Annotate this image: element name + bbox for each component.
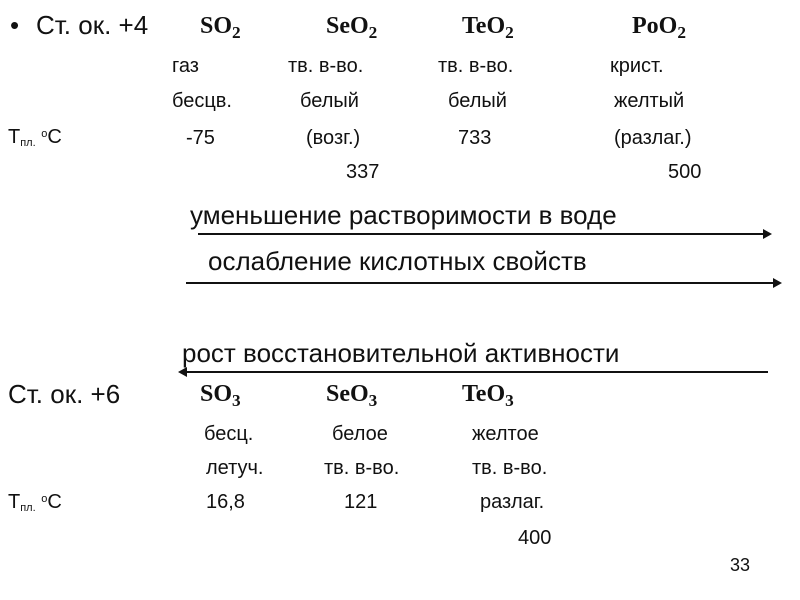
poo2-decomposition-temp: 500 [668, 161, 702, 183]
so2-melting-temp: -75 [186, 127, 215, 149]
seo3-color: белое [332, 423, 388, 445]
seo2-color: белый [300, 90, 359, 112]
teo3-decomposition: разлаг. [480, 491, 545, 513]
compound-teo2: TeO$_2$ [462, 13, 514, 43]
poo2-color: желтый [614, 90, 685, 112]
compound-so3: $SO_3$ [200, 381, 241, 411]
compound-seo3: SeO$_3$ [326, 381, 378, 411]
page-number: 33 [730, 555, 751, 575]
poo2-state: крист. [610, 55, 664, 77]
trend-solubility-label: уменьшение растворимости в воде [190, 200, 617, 230]
bullet: • [10, 10, 20, 40]
trend-acidity-label: ослабление кислотных свойств [208, 246, 587, 276]
teo2-state: тв. в-во. [438, 55, 514, 77]
so3-state: летуч. [206, 457, 264, 479]
ox-state-4-label: Ст. ок. +4 [36, 10, 149, 40]
seo2-sublimation: (возг.) [306, 127, 361, 149]
teo3-state: тв. в-во. [472, 457, 548, 479]
seo2-sublimation-temp: 337 [346, 161, 380, 183]
trend-reduction-label: рост восстановительной активности [182, 338, 620, 368]
so2-color: бесцв. [172, 90, 232, 112]
trend-acidity-arrow [186, 282, 780, 284]
melting-temp-label-6: Тпл. $^о$С [8, 491, 62, 514]
compound-so2: $SO_2$ [200, 13, 241, 43]
melting-temp-label-4: Тпл. $^о$С [8, 126, 62, 149]
so3-color: бесц. [204, 423, 254, 445]
teo2-melting-temp: 733 [458, 127, 492, 149]
seo2-state: тв. в-во. [288, 55, 364, 77]
compound-seo2: SeO$_2$ [326, 13, 378, 43]
seo3-state: тв. в-во. [324, 457, 400, 479]
ox-state-6-label: Ст. ок. +6 [8, 379, 121, 409]
so2-state: газ [172, 55, 199, 77]
poo2-decomposition: (разлаг.) [614, 127, 692, 149]
compound-teo3: TeO$_3$ [462, 381, 514, 411]
trend-solubility-arrow [198, 233, 770, 235]
so3-melting-temp: 16,8 [206, 491, 245, 513]
teo3-color: желтое [472, 423, 539, 445]
trend-reduction-arrow [180, 371, 768, 373]
teo2-color: белый [448, 90, 507, 112]
teo3-decomposition-temp: 400 [518, 527, 552, 549]
compound-poo2: PoO$_2$ [632, 13, 686, 43]
seo3-melting-temp: 121 [344, 491, 378, 513]
